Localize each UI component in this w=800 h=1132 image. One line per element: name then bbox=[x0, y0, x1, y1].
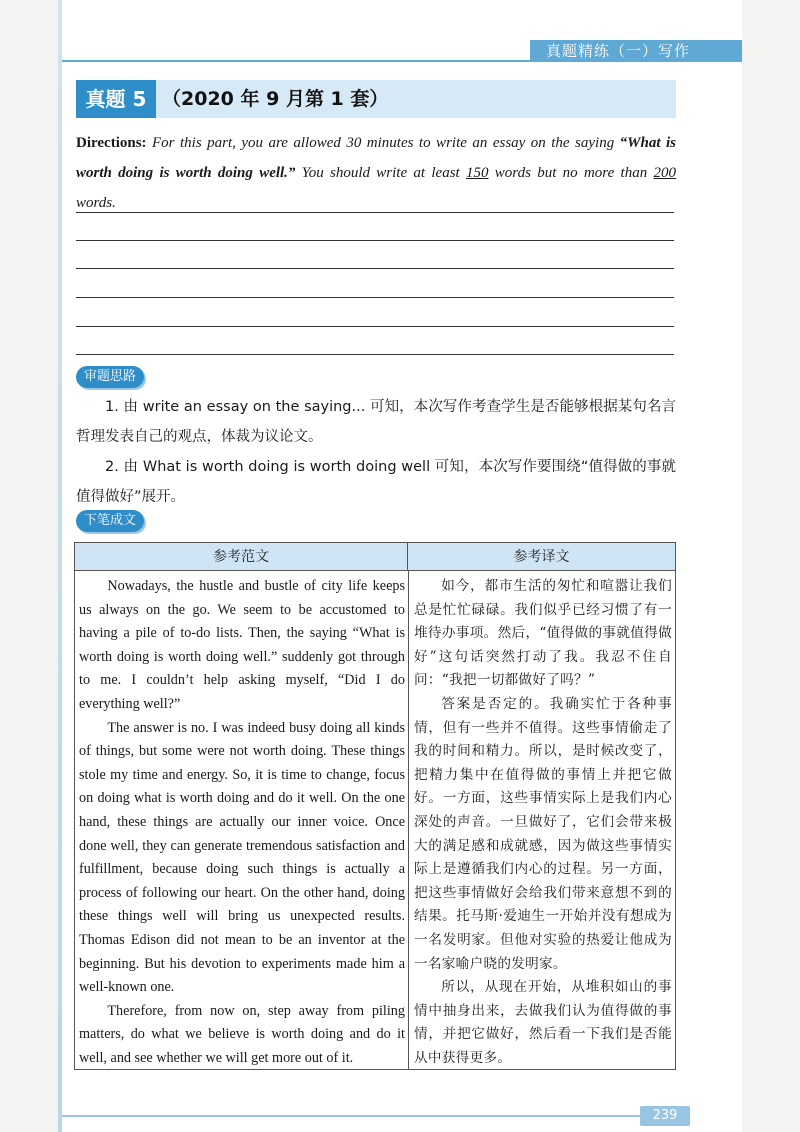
directions-part3: words but no more than bbox=[488, 165, 654, 181]
translation-paragraph: 答案是否定的。我确实忙于各种事情，但有一些并不值得。这些事情偷走了我的时间和精力。所以，是时候改变了，把精力集中在值得做的事情上并把它做好。一方面，这些事情实际上是我们内心深处的声音。一旦做好了，它们会带来极大的满足感和成就感，因为做这些事情实际上是遵循我们内心的过程。另一方面，把这些事情做好会给我们带来意想不到的结果。托马斯·爱迪生一开始并没有想成为一名发明家。但他对实验的热爱让他成为一名家喻户晓的发明家。 bbox=[414, 695, 672, 972]
sample-essay-header: 参考范文 bbox=[75, 543, 408, 571]
directions-part1: For this part, you are allowed 30 minutes to write an essay on the saying bbox=[146, 135, 620, 151]
translation-paragraph: 所以，从现在开始，从堆积如山的事情中抽身出来，去做我们认为值得做的事情，并把它做好，然后看一下我们是否能从中获得更多。 bbox=[414, 979, 672, 1066]
writing-line bbox=[76, 326, 674, 327]
footer-rule bbox=[62, 1115, 640, 1117]
exam-title-label: 真题 5 bbox=[76, 80, 156, 118]
directions-part2: You should write at least bbox=[295, 165, 466, 181]
directions-text bbox=[76, 128, 676, 218]
directions-max-words: 200 bbox=[653, 165, 676, 181]
analysis-tag: 审题思路 bbox=[76, 366, 144, 388]
exam-title-subtitle: （2020 年 9 月第 1 套） bbox=[162, 88, 389, 110]
header-rule bbox=[62, 60, 742, 62]
writing-tag: 下笔成文 bbox=[76, 510, 144, 532]
directions-lead: Directions: bbox=[76, 135, 147, 151]
analysis-point-1: 1. 由 write an essay on the saying... 可知，本次写作考查学生是否能够根据某句名言哲理发表自己的观点，体裁为议论文。 bbox=[76, 399, 676, 445]
essay-paragraph: Nowadays, the hustle and bustle of city life keeps us always on the go. We seem to be accustomed to having a pile of to-do lists. Then, the saying “What is worth doing is worth doing well.” suddenly got through to me. I couldn’t help asking myself, “Did I do everything well?” bbox=[79, 578, 405, 712]
directions-part4: words. bbox=[76, 195, 116, 211]
essay-paragraph: The answer is no. I was indeed busy doing all kinds of things, but some were not worth doing. These things stole my time and energy. So, it is time to change, focus on doing what is worth doing and do it well. On the one hand, these things are actually our inner voice. Once done well, they can generate tremendous satisfaction and fulfillment, because doing such things is actually a process of following our heart. On the other hand, doing these things well will bring us unexpected results. Thomas Edison did not mean to be an inventor at the beginning. But his devotion to experiments made him a well-known one. bbox=[79, 719, 405, 996]
translation-header: 参考译文 bbox=[408, 543, 675, 571]
writing-line bbox=[76, 354, 674, 355]
chapter-header: 真题精练（一）写作 bbox=[530, 40, 742, 62]
sample-essay-column bbox=[79, 575, 405, 1070]
writing-line bbox=[76, 297, 674, 298]
essay-paragraph: Therefore, from now on, step away from piling matters, do what we believe is worth doing and do it well, and see whether we will get more out of it. bbox=[79, 1002, 405, 1066]
column-divider bbox=[408, 571, 409, 1069]
reference-table bbox=[74, 542, 676, 1070]
directions-quote: “What is worth doing is worth doing well.” bbox=[76, 135, 676, 181]
writing-line bbox=[76, 212, 674, 213]
directions-min-words: 150 bbox=[466, 165, 489, 181]
writing-line bbox=[76, 268, 674, 269]
translation-paragraph: 如今，都市生活的匆忙和喧嚣让我们总是忙忙碌碌。我们似乎已经习惯了有一堆待办事项。然后，“值得做的事就值得做好”这句话突然打动了我。我忍不住自问：“我把一切都做好了吗？” bbox=[414, 578, 672, 689]
translation-column bbox=[414, 575, 672, 1070]
page-number: 239 bbox=[640, 1106, 690, 1126]
analysis-point-2: 2. 由 What is worth doing is worth doing well 可知，本次写作要围绕“值得做的事就值得做好”展开。 bbox=[76, 459, 676, 505]
writing-line bbox=[76, 240, 674, 241]
